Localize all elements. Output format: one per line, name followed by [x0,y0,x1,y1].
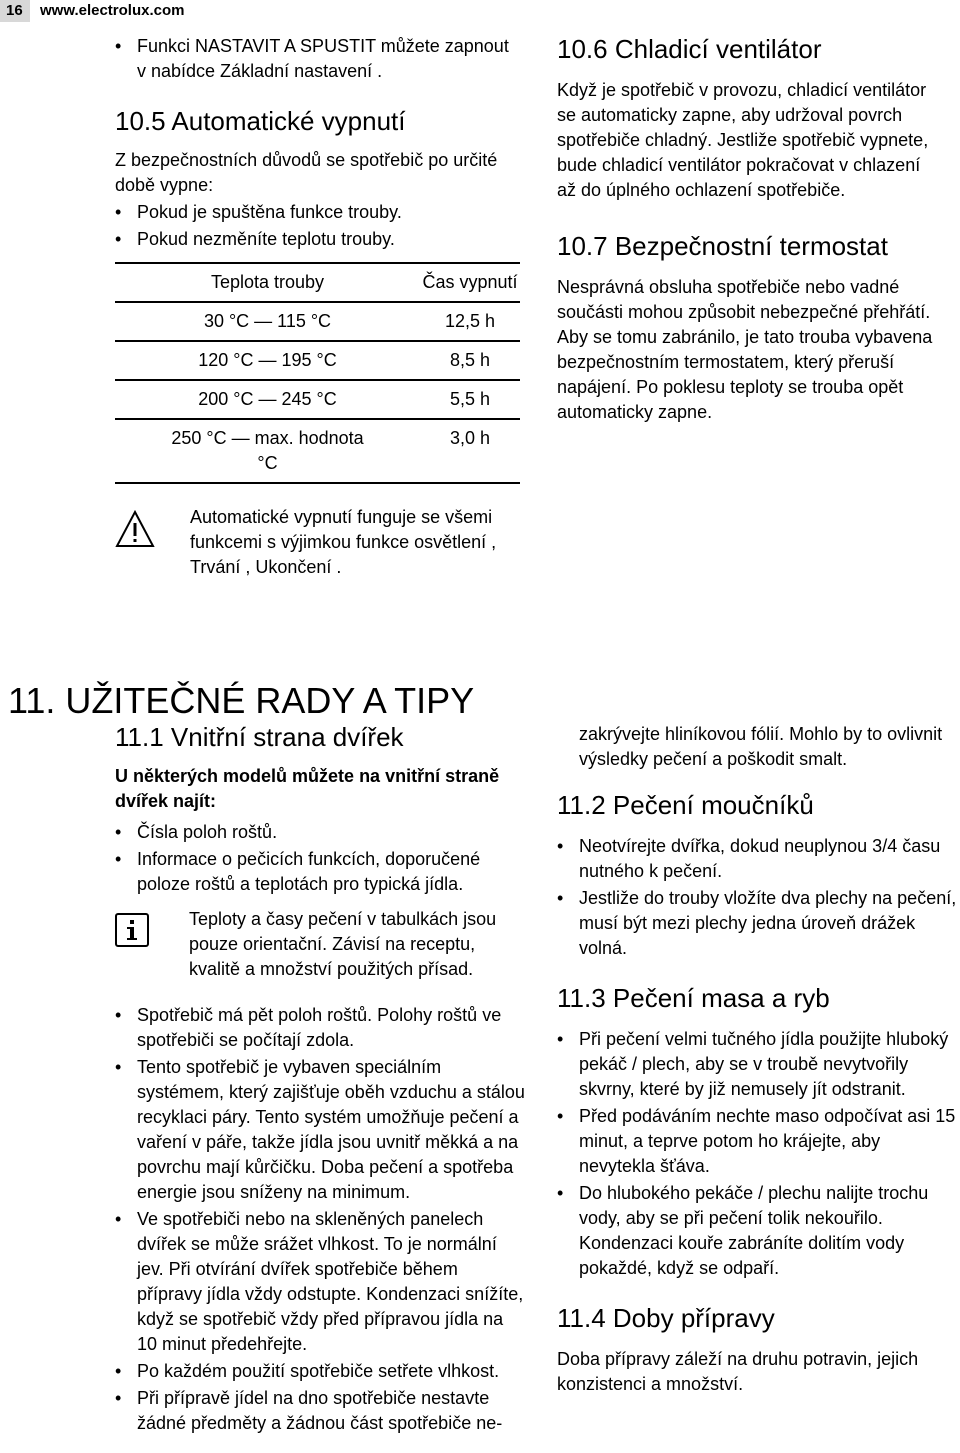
table-header-row [115,263,520,302]
subheading: U některých modelů můžete na vnitřní straně dvířek najít: [115,766,500,811]
list-item: • Před podáváním nechte maso odpočívat asi 15 minut, a teprve potom ho krájejte, aby nevytekla šťáva. [557,1104,957,1179]
heading-10-5: 10.5 Automatické vypnutí [115,106,406,136]
info-note [115,907,525,985]
table-cell: 200 °C — 245 °C [198,389,337,409]
warning-text: Automatické vypnutí funguje se všemi funkcemi s výjimkou funkce osvětlení , Trvání , Ukončení . [190,507,497,577]
table-cell: 12,5 h [444,311,496,331]
bullet-list [557,834,957,961]
page-number: 16 [0,0,30,22]
table-row [115,380,520,419]
warning-triangle-icon [115,510,155,548]
paragraph: Když je spotřebič v provozu, chladicí ventilátor se automaticky zapne, aby udržoval povrch spotřebiče chladný. Jestliže spotřebič vypnete, bude chladicí ventilátor pokračovat v chlazení až do úplného ochlazení spotřebiče. [557,80,929,200]
list-item: • Spotřebič má pět poloh roštů. Polohy roštů ve spotřebiči se počítají zdola. [115,1003,525,1053]
bullet-list [557,1027,957,1281]
shutdown-table [115,262,520,484]
bullet-list [115,820,525,897]
page-header [0,0,230,22]
site-url[interactable]: www.electrolux.com [40,2,185,19]
heading-10-7: 10.7 Bezpečnostní termostat [557,231,888,261]
table-row [115,302,520,341]
table-cell: 8,5 h [449,350,491,370]
bullet-list [115,200,520,252]
table-row [115,341,520,380]
list-item: • Do hlubokého pekáče / plechu nalijte trochu vody, aby se při pečení tolik nekouřilo. Kondenzaci kouře zabráníte dolitím vody pokaždé, když se odpaří. [557,1181,957,1281]
list-item: • Při přípravě jídel na dno spotřebiče nestavte žádné předměty a žádnou část spotřebiče ne- [115,1386,525,1436]
list-item: • Po každém použití spotřebiče setřete vlhkost. [115,1359,525,1384]
sections-11-2-11-4 [557,722,957,1397]
paragraph: Z bezpečnostních důvodů se spotřebič po určité době vypne: [115,150,498,195]
list-item: • Pokud nezměníte teplotu trouby. [115,227,520,252]
paragraph: Doba přípravy záleží na druhu potravin, jejich konzistenci a množství. [557,1349,919,1394]
bullet-list-2 [115,1003,525,1436]
heading-11-2: 11.2 Pečení moučníků [557,790,814,820]
table-row [115,419,520,483]
continued-paragraph: zakrývejte hliníkovou fólií. Mohlo by to ovlivnit výsledky pečení a poškodit smalt. [579,724,943,769]
list-item: • Ve spotřebiči nebo na skleněných panelech dvířek se může srážet vlhkost. To je normální jev. Při otvírání dvířek spotřebiče během přípravy jídla vždy odstupte. Kondenzaci snížíte, když se spotřebič vždy před přípravou jídla na 10 minut předehřejte. [115,1207,525,1357]
list-item: • Při pečení velmi tučného jídla použijte hluboký pekáč / plech, aby se v troubě nevytvořily skvrny, které by již nemusely jít odstranit. [557,1027,957,1102]
list-item: • Neotvírejte dvířka, dokud neuplynou 3/4 času nutného k pečení. [557,834,957,884]
chapter-title-11: 11. UŽITEČNÉ RADY A TIPY [8,680,475,722]
intro-list [115,34,520,84]
heading-10-6: 10.6 Chladicí ventilátor [557,34,822,64]
list-item: • Čísla poloh roštů. [115,820,525,845]
section-10-5 [115,34,520,484]
list-item: • Tento spotřebič je vybaven speciálním systémem, který zajišťuje oběh vzduchu a stálou recyklaci páry. Tento systém umožňuje pečení a vaření v páře, takže jídla jsou uvnitř měkká a na povrchu mají kůrčičku. Doba pečení a spotřeba energie jsou sníženy na minimum. [115,1055,525,1205]
heading-11-4: 11.4 Doby přípravy [557,1303,775,1333]
table-cell: 120 °C — 195 °C [198,350,337,370]
table-cell: 5,5 h [449,389,491,409]
list-item: • Jestliže do trouby vložíte dva plechy na pečení, musí být mezi plechy jedna úroveň drážek volná. [557,886,957,961]
list-item: • Funkci NASTAVIT A SPUSTIT můžete zapnout v nabídce Základní nastavení . [115,34,520,84]
heading-11-1: 11.1 Vnitřní strana dvířek [115,722,404,752]
section-11-1 [115,722,525,1438]
column-header: Teplota trouby [210,272,325,292]
column-header: Čas vypnutí [422,272,518,292]
info-text: Teploty a časy pečení v tabulkách jsou pouze orientační. Závisí na receptu, kvalitě a množství použitých přísad. [189,909,497,979]
table-cell: 30 °C — 115 °C [203,311,332,331]
table-cell: 250 °C — max. hodnota °C [171,428,364,473]
table-cell: 3,0 h [449,428,491,448]
list-item: • Informace o pečicích funkcích, doporučené poloze roštů a teplotách pro typická jídla. [115,847,525,897]
paragraph: Nesprávná obsluha spotřebiče nebo vadné součásti mohou způsobit nebezpečné přehřátí. Aby se tomu zabránilo, je tato trouba vybavena bezpečnostním termostatem, který přeruší napájení. Po poklesu teploty se trouba opět automaticky zapne. [557,277,933,422]
list-item: • Pokud je spuštěna funkce trouby. [115,200,520,225]
heading-11-3: 11.3 Pečení masa a ryb [557,983,830,1013]
sections-10-6-10-7 [557,34,942,425]
info-icon [115,913,149,947]
warning-note [115,505,520,585]
